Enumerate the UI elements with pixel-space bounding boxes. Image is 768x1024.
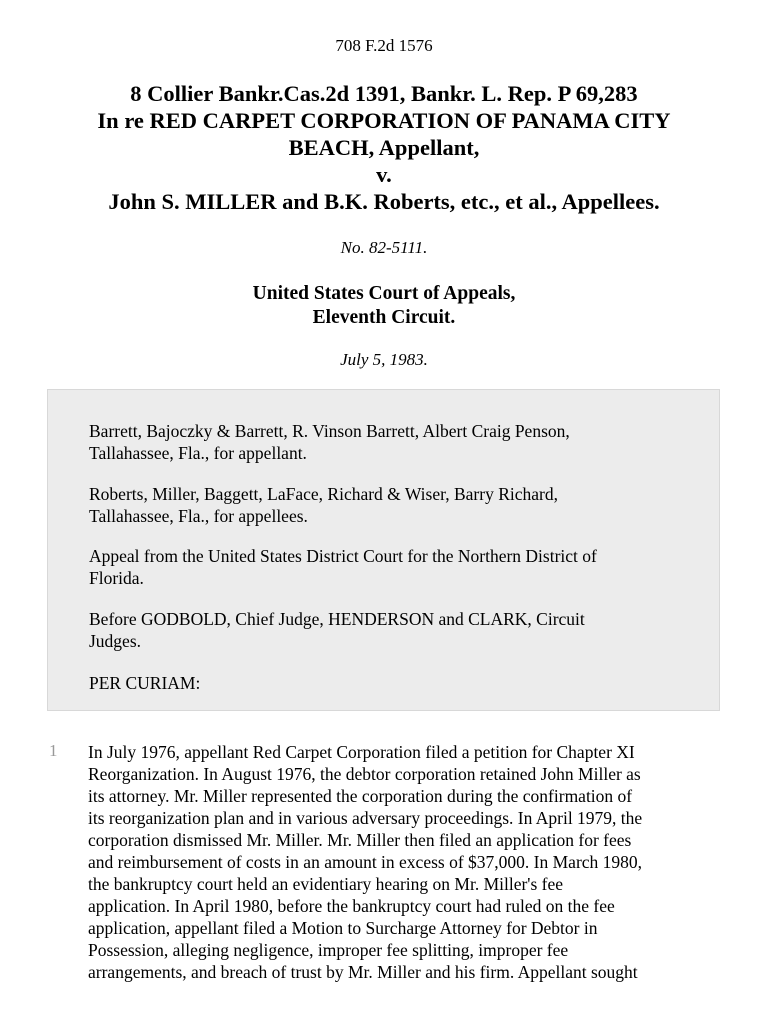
opinion-line: corporation dismissed Mr. Miller. Mr. Miller then filed an application for fees [88,830,632,850]
opinion-line: its reorganization plan and in various adversary proceedings. In April 1979, the [88,808,643,828]
counsel-appellant [89,420,689,464]
opinion-line: arrangements, and breach of trust by Mr. Miller and his firm. Appellant sought [88,962,638,982]
opinion-line: Possession, alleging negligence, improper fee splitting, improper fee [88,940,569,960]
paragraph-number[interactable]: 1 [49,741,58,760]
counsel-appellees [89,483,689,527]
appeal-origin-line: Florida. [89,568,144,588]
parallel-citations: 8 Collier Bankr.Cas.2d 1391, Bankr. L. Rep. P 69,283 [130,81,638,106]
opinion-line: its attorney. Mr. Miller represented the corporation during the confirmation of [88,786,633,806]
reporter-citation: 708 F.2d 1576 [335,36,433,55]
versus: v. [376,162,392,187]
docket-number: No. 82-5111. [340,238,428,257]
court-name-line: United States Court of Appeals, [252,283,516,304]
case-title [40,80,728,215]
opinion-line: In July 1976, appellant Red Carpet Corporation filed a petition for Chapter XI [88,742,635,762]
case-summary-box [47,389,720,711]
opinion-line: the bankruptcy court held an evidentiary hearing on Mr. Miller's fee [88,874,564,894]
opinion-line: application, appellant filed a Motion to Surcharge Attorney for Debtor in [88,918,598,938]
appeal-origin-line: Appeal from the United States District Court for the Northern District of [89,546,597,566]
opinion-line: Reorganization. In August 1976, the debtor corporation retained John Miller as [88,764,641,784]
counsel-appellees-line: Tallahassee, Fla., for appellees. [89,506,308,526]
per-curiam-heading: PER CURIAM: [89,673,201,693]
appellant-name: In re RED CARPET CORPORATION OF PANAMA CITY [97,108,671,133]
decision-date: July 5, 1983. [340,350,428,369]
panel-judges [89,608,689,652]
appeal-origin [89,545,689,589]
counsel-appellees-line: Roberts, Miller, Baggett, LaFace, Richard & Wiser, Barry Richard, [89,484,558,504]
counsel-appellant-line: Barrett, Bajoczky & Barrett, R. Vinson Barrett, Albert Craig Penson, [89,421,570,441]
appellant-name-continued: BEACH, Appellant, [288,135,480,160]
appellees-name: John S. MILLER and B.K. Roberts, etc., et al., Appellees. [108,189,660,214]
opinion-line: and reimbursement of costs in an amount in excess of $37,000. In March 1980, [88,852,643,872]
counsel-appellant-line: Tallahassee, Fla., for appellant. [89,443,307,463]
opinion-line: application. In April 1980, before the bankruptcy court had ruled on the fee [88,896,615,916]
circuit-name-line: Eleventh Circuit. [312,307,456,328]
court-name [0,282,768,330]
opinion-paragraph [88,741,728,983]
panel-judges-line: Judges. [89,631,142,651]
panel-judges-line: Before GODBOLD, Chief Judge, HENDERSON and CLARK, Circuit [89,609,585,629]
